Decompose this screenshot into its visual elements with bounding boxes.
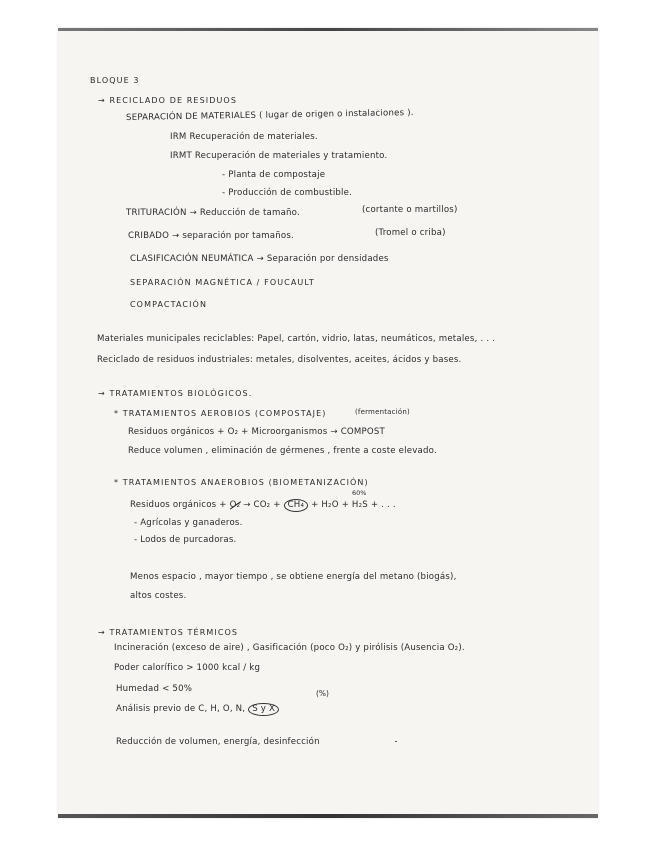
document-heading: BLOQUE 3 (90, 76, 140, 85)
separacion-materiales-line: SEPARACIÓN DE MATERIALES ( lugar de origen o instalaciones ). (125, 107, 414, 123)
anaerobic-arrow-co2: → CO₂ + (243, 500, 281, 510)
poder-calorifico-line: Poder calorífico > 1000 kcal / kg (114, 663, 261, 673)
lodos-line: - Lodos de purcadoras. (134, 535, 237, 545)
analisis-percent: (%) (316, 689, 329, 698)
aerobic-arrow: → (330, 427, 338, 437)
aerobic-equation-reactants: Residuos orgánicos + O₂ + Microorganismos (128, 427, 328, 437)
paper-bottom-edge (58, 814, 598, 818)
analisis-previo-text: Análisis previo de C, H, O, N, (116, 704, 246, 714)
anaerobios-subtitle: * TRATAMIENTOS ANAEROBIOS (BIOMETANIZACIÓN) (114, 478, 369, 487)
reduce-volumen-line: Reduce volumen , eliminación de gérmenes , frente a coste elevado. (128, 446, 437, 456)
struck-oxygen: O₂ (229, 500, 241, 510)
cribado-note: (Tromel o criba) (375, 228, 446, 238)
fermentacion-label: (fermentación) (355, 408, 410, 416)
section-recycling-title: → RECICLADO DE RESIDUOS (98, 96, 238, 105)
aerobic-equation-product: COMPOST (340, 427, 385, 437)
section-biological-title: → TRATAMIENTOS BIOLÓGICOS. (98, 389, 253, 398)
irm-line: IRM Recuperación de materiales. (170, 132, 318, 142)
clasificacion-neumatica-line: CLASIFICACIÓN NEUMÁTICA → Separación por densidades (130, 254, 389, 264)
residuos-industriales-line: Reciclado de residuos industriales: metales, disolventes, aceites, ácidos y bases. (97, 355, 462, 365)
trituracion-note: (cortante o martillos) (362, 205, 458, 215)
separacion-magnetica-line: SEPARACIÓN MAGNÉTICA / FOUCAULT (130, 278, 315, 287)
analisis-previo-line (116, 703, 279, 716)
paper-sheet (58, 28, 598, 818)
trituracion-line: TRITURACIÓN → Reducción de tamaño. (126, 208, 300, 218)
anaerobic-equation (130, 499, 396, 512)
circled-s-x: S y X (248, 703, 279, 716)
cribado-line: CRIBADO → separación por tamaños. (128, 231, 294, 241)
materiales-reciclables-line: Materiales municipales reciclables: Papel, cartón, vidrio, latas, neumáticos, metales, . . . (97, 334, 496, 344)
humedad-line: Humedad < 50% (116, 684, 193, 694)
circled-methane: CH₄ (284, 499, 309, 512)
compactacion-line: COMPACTACIÓN (130, 300, 208, 309)
altos-costes-line: altos costes. (130, 591, 187, 601)
incineracion-line: Incineración (exceso de aire) , Gasificación (poco O₂) y pirólisis (Ausencia O₂). (114, 643, 465, 653)
produccion-combustible-line: - Producción de combustible. (222, 188, 353, 198)
agricolas-line: - Agrícolas y ganaderos. (134, 518, 243, 528)
section-thermal-title: → TRATAMIENTOS TÉRMICOS (98, 628, 239, 637)
anaerobic-products: + H₂O + H₂S + . . . (311, 500, 396, 510)
aerobios-subtitle: * TRATAMIENTOS AEROBIOS (COMPOSTAJE) (114, 409, 327, 418)
paper-top-edge (58, 28, 598, 31)
anaerobic-reactants: Residuos orgánicos + (130, 500, 227, 510)
aerobic-equation (128, 427, 385, 437)
stray-pen-mark (395, 741, 397, 742)
irmt-line: IRMT Recuperación de materiales y tratamiento. (170, 151, 388, 161)
menos-espacio-line: Menos espacio , mayor tiempo , se obtiene energía del metano (biogás), (130, 572, 457, 582)
reduccion-volumen-line: Reducción de volumen, energía, desinfección (116, 737, 320, 747)
planta-compostaje-line: - Planta de compostaje (222, 170, 326, 180)
methane-percent: 60% (352, 489, 367, 497)
